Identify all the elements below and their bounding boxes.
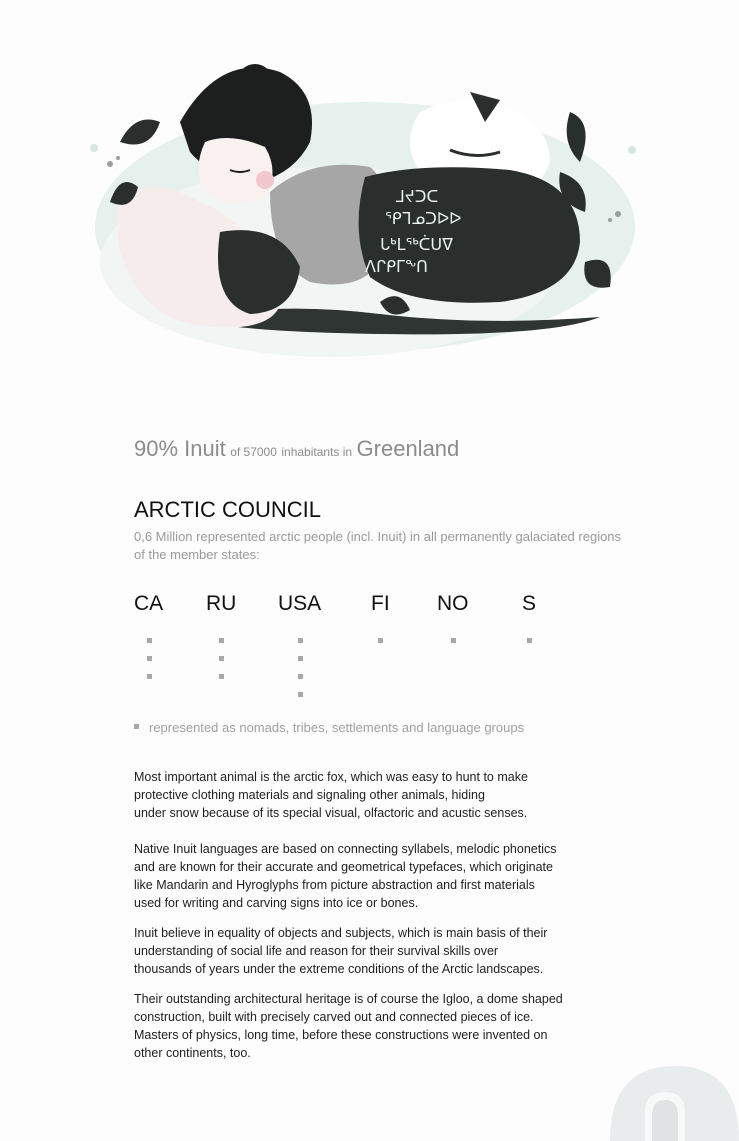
syllabics-row-1: ᒧᔪᑐᑕ bbox=[395, 187, 439, 206]
igloo-icon bbox=[600, 1060, 739, 1141]
country-ca bbox=[134, 592, 163, 616]
group-marker bbox=[527, 638, 532, 643]
group-marker bbox=[219, 674, 224, 679]
country-no bbox=[437, 592, 469, 616]
group-marker bbox=[298, 674, 303, 679]
country-code: CA bbox=[134, 592, 164, 615]
group-marker bbox=[147, 656, 152, 661]
paragraph-arctic-fox: Most important animal is the arctic fox, which was easy to hunt to make protective clothing materials and signaling other animals, hiding under snow because of its special visual, olfactoric and acustic senses. bbox=[134, 770, 528, 820]
syllabics-row-3: ᒐᒃᒪᖅᑖᑌᐁ bbox=[380, 235, 454, 254]
country-usa bbox=[278, 592, 321, 616]
country-code: FI bbox=[371, 592, 390, 615]
country-code: USA bbox=[278, 592, 322, 615]
country-ru bbox=[206, 592, 236, 616]
group-marker bbox=[147, 638, 152, 643]
country-code: S bbox=[522, 592, 537, 615]
group-marker bbox=[298, 638, 303, 643]
country-code: NO bbox=[437, 592, 469, 615]
paragraph-igloo: Their outstanding architectural heritage is of course the Igloo, a dome shaped construction, built with precisely carved out and connected pieces of ice. Masters of physics, long time, before these constructions were invented on other continents, too. bbox=[134, 992, 563, 1060]
council-description: 0,6 Million represented arctic people (incl. Inuit) in all permanently galaciated regions of the member states: bbox=[134, 529, 622, 562]
inhabitants-count: of 57000 bbox=[230, 445, 277, 459]
location-name: Greenland bbox=[356, 436, 460, 461]
group-marker bbox=[147, 674, 152, 679]
group-marker bbox=[219, 656, 224, 661]
legend-text: represented as nomads, tribes, settlements and language groups bbox=[149, 720, 525, 735]
syllabics-row-4: ᐱᒋᑭᒥᖕᑎ bbox=[365, 257, 428, 276]
group-marker bbox=[451, 638, 456, 643]
group-marker bbox=[298, 656, 303, 661]
paragraph-languages: Native Inuit languages are based on connecting syllabels, melodic phonetics and are known for their accurate and geometrical typefaces, which originate like Mandarin and Hyroglyphs from picture abstraction and first materials used for writing and carving signs into ice or bones. bbox=[134, 842, 557, 910]
population-stat bbox=[134, 436, 459, 462]
syllabics-row-2: ᕿᒣᓄᑐᐅᐅ bbox=[385, 209, 462, 228]
inhabitants-label: inhabitants in bbox=[281, 445, 353, 459]
country-fi bbox=[371, 592, 390, 616]
sleeping-girl-fox-illustration bbox=[80, 52, 650, 372]
group-marker bbox=[219, 638, 224, 643]
group-marker bbox=[378, 638, 383, 643]
member-states bbox=[134, 592, 634, 712]
group-marker bbox=[298, 692, 303, 697]
groups-legend bbox=[134, 720, 524, 735]
paragraph-equality: Inuit believe in equality of objects and subjects, which is main basis of their understanding of social life and reason for their survival skills over thousands of years under the extreme conditions of the Arctic landscapes. bbox=[134, 926, 548, 976]
square-bullet-icon bbox=[134, 724, 139, 729]
inuit-percentage: 90% Inuit bbox=[134, 436, 226, 461]
country-code: RU bbox=[206, 592, 237, 615]
country-s bbox=[522, 592, 536, 616]
council-title: ARCTIC COUNCIL bbox=[134, 497, 322, 522]
